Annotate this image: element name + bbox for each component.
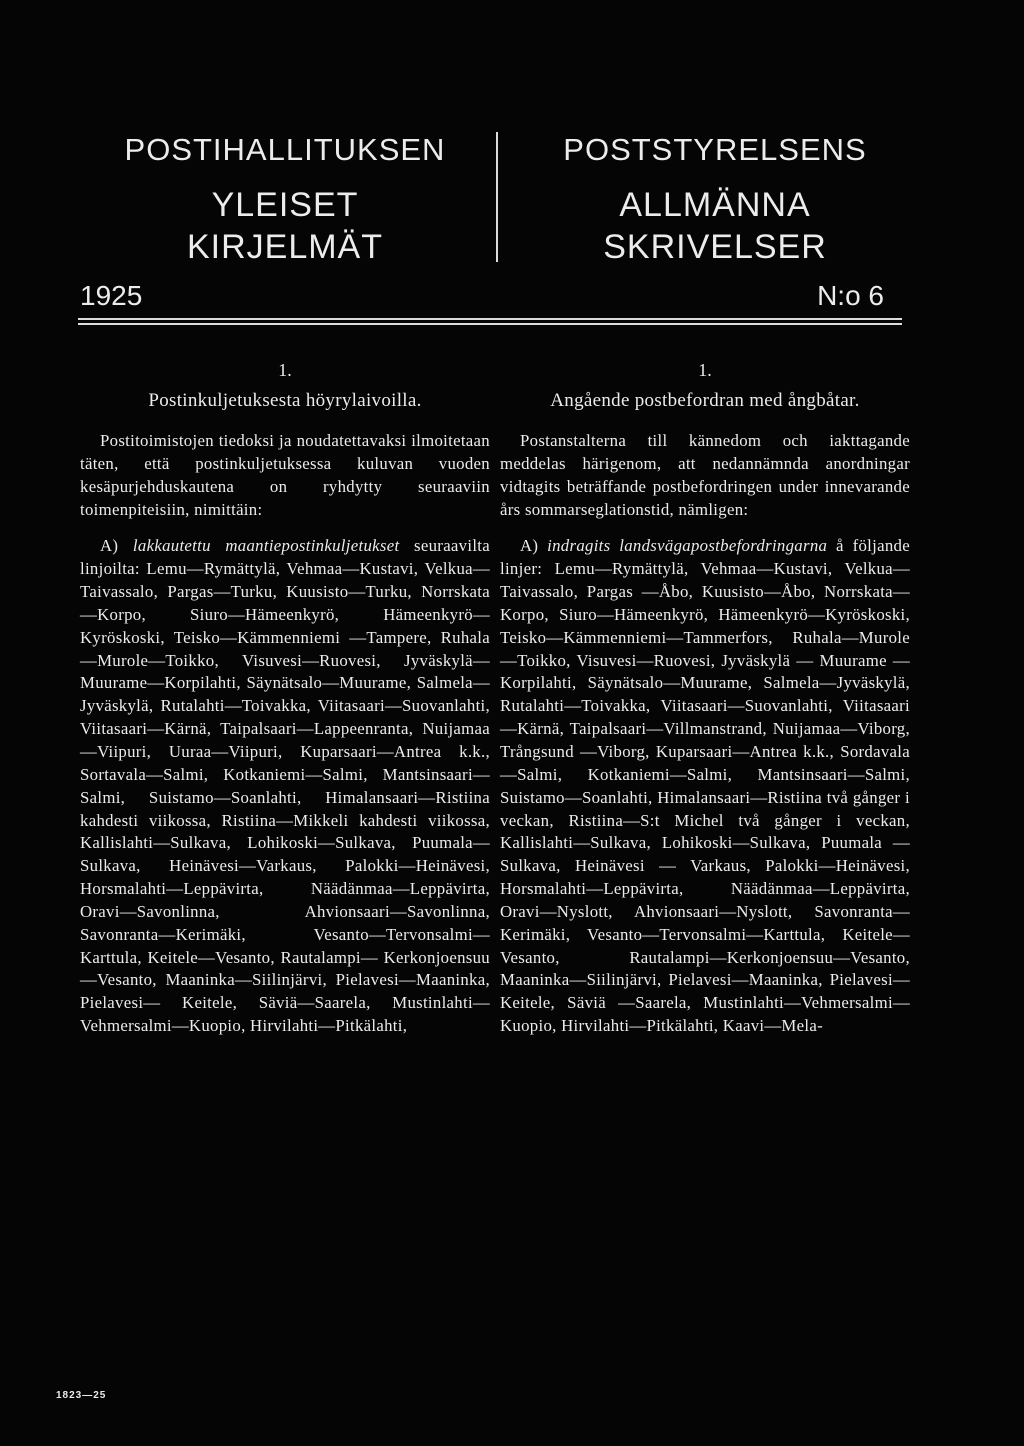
section-title: Postinkuljetuksesta höyrylaivoilla. <box>148 390 422 411</box>
swedish-body <box>500 430 910 1038</box>
header-left-title <box>110 184 460 268</box>
issue-number: N:o 6 <box>817 280 884 311</box>
swedish-column <box>500 360 910 1038</box>
section-number: 1. <box>698 360 712 380</box>
header-rule-top <box>78 318 902 320</box>
item-paragraph <box>80 535 490 1038</box>
section-title: Angående postbefordran med ångbåtar. <box>550 390 860 411</box>
item-label: A) <box>100 536 119 556</box>
header-left-line3: KIRJELMÄT <box>186 228 384 266</box>
header-right-line1: POSTSTYRELSENS <box>563 132 867 167</box>
finnish-body <box>80 430 490 1038</box>
item-label: A) <box>520 536 539 556</box>
header-left-line1: POSTIHALLITUKSEN <box>124 132 446 167</box>
section-number: 1. <box>278 360 292 380</box>
year-label: 1925 <box>80 280 143 311</box>
item-paragraph <box>500 535 910 1038</box>
print-code: 1823—25 <box>56 1390 107 1401</box>
item-heading: lakkautettu maantiepostinkuljetukset <box>132 536 400 556</box>
intro-paragraph: Postitoimistojen tiedoksi ja noudatettavaksi ilmoitetaan täten, että postinkuljetuksessa kuluvan vuoden kesäpurjehduskautena on ryhdytty seuraaviin toimenpiteisiin, nimittäin: <box>80 431 490 519</box>
item-text: seuraavilta linjoilta: Lemu—Rymättylä, Vehmaa—Kustavi, Velkua—Taivassalo, Pargas—Turku, Kuusisto—Turku, Norrskata —Korpo, Siuro—Hämeenkyrö, Hämeenkyrö—Kyröskoski, Teisko—Kämmenniemi —Tampere, Ruhala—Murole—Toikko, Visuvesi—Ruovesi, Jyväskylä—Muurame—Korpilahti, Säynätsalo—Muurame, Salmela—Jyväskylä, Rutalahti—Toivakka, Viitasaari—Suovanlahti, Viitasaari—Kärnä, Taipalsaari—Lappeenranta, Nuijamaa—Viipuri, Uuraa—Viipuri, Kuparsaari—Antrea k.k., Sortavala—Salmi, Kotkaniemi—Salmi, Mantsinsaari—Salmi, Suistamo—Soanlahti, Himalansaari—Ristiina kahdesti viikossa, Ristiina—Mikkeli kahdesti viikossa, Kallislahti—Sulkava, Lohikoski—Sulkava, Puumala—Sulkava, Heinävesi—Varkaus, Palokki—Heinävesi, Horsmalahti—Leppävirta, Näädänmaa—Leppävirta, Oravi—Savonlinna, Ahvionsaari—Savonlinna, Savonranta—Kerimäki, Vesanto—Tervonsalmi— Karttula, Keitele—Vesanto, Rautalampi— Kerkonjoensuu—Vesanto, Maaninka—Siilinjärvi, Pielavesi—Maaninka, Pielavesi— Keitele, Säviä—Saarela, Mustinlahti—Vehmersalmi—Kuopio, Hirvilahti—Pitkälahti, <box>80 536 491 1036</box>
intro-paragraph: Postanstalterna till kännedom och iakttagande meddelas härigenom, att nedannämnda anordningar vidtagits beträffande postbefordringen under innevarande års sommarseglationstid, nämligen: <box>500 431 910 519</box>
finnish-column <box>80 360 490 1038</box>
header-right-line3: SKRIVELSER <box>603 228 827 266</box>
header-rule-bottom <box>78 323 902 325</box>
item-heading: indragits landsvägapostbefordringarna <box>547 536 828 556</box>
item-text: å följande linjer: Lemu—Rymättylä, Vehmaa—Kustavi, Velkua—Taivassalo, Pargas —Åbo, Kuusisto—Åbo, Norrskata—Korpo, Siuro—Hämeenkyrö, Hämeenkyrö—Kyröskoski, Teisko—Kämmenniemi—Tammerfors, Ruhala—Murole—Toikko, Visuvesi—Ruovesi, Jyväskylä — Muurame — Korpilahti, Säynätsalo—Muurame, Salmela—Jyväskylä, Rutalahti—Toivakka, Viitasaari—Suovanlahti, Viitasaari—Kärnä, Taipalsaari—Villmanstrand, Nuijamaa—Viborg, Trångsund —Viborg, Kuparsaari—Antrea k.k., Sordavala—Salmi, Kotkaniemi—Salmi, Mantsinsaari—Salmi, Suistamo—Soanlahti, Himalansaari—Ristiina två gånger i veckan, Ristiina—S:t Michel två gånger i veckan, Kallislahti—Sulkava, Lohikoski—Sulkava, Puumala — Sulkava, Heinävesi — Varkaus, Palokki—Heinävesi, Horsmalahti—Leppävirta, Näädänmaa—Leppävirta, Oravi—Nyslott, Ahvionsaari—Nyslott, Savonranta— Kerimäki, Vesanto—Tervonsalmi—Karttula, Keitele—Vesanto, Rautalampi—Kerkonjoensuu—Vesanto, Maaninka—Siilinjärvi, Pielavesi—Maaninka, Pielavesi—Keitele, Säviä —Saarela, Mustinlahti—Vehmersalmi—Kuopio, Hirvilahti—Pitkälahti, Kaavi—Mela- <box>500 536 910 1036</box>
header-right-line2: ALLMÄNNA <box>619 186 811 224</box>
header-left-line2: YLEISET <box>211 186 359 224</box>
header-divider <box>496 132 498 262</box>
header-right-title <box>530 184 900 268</box>
